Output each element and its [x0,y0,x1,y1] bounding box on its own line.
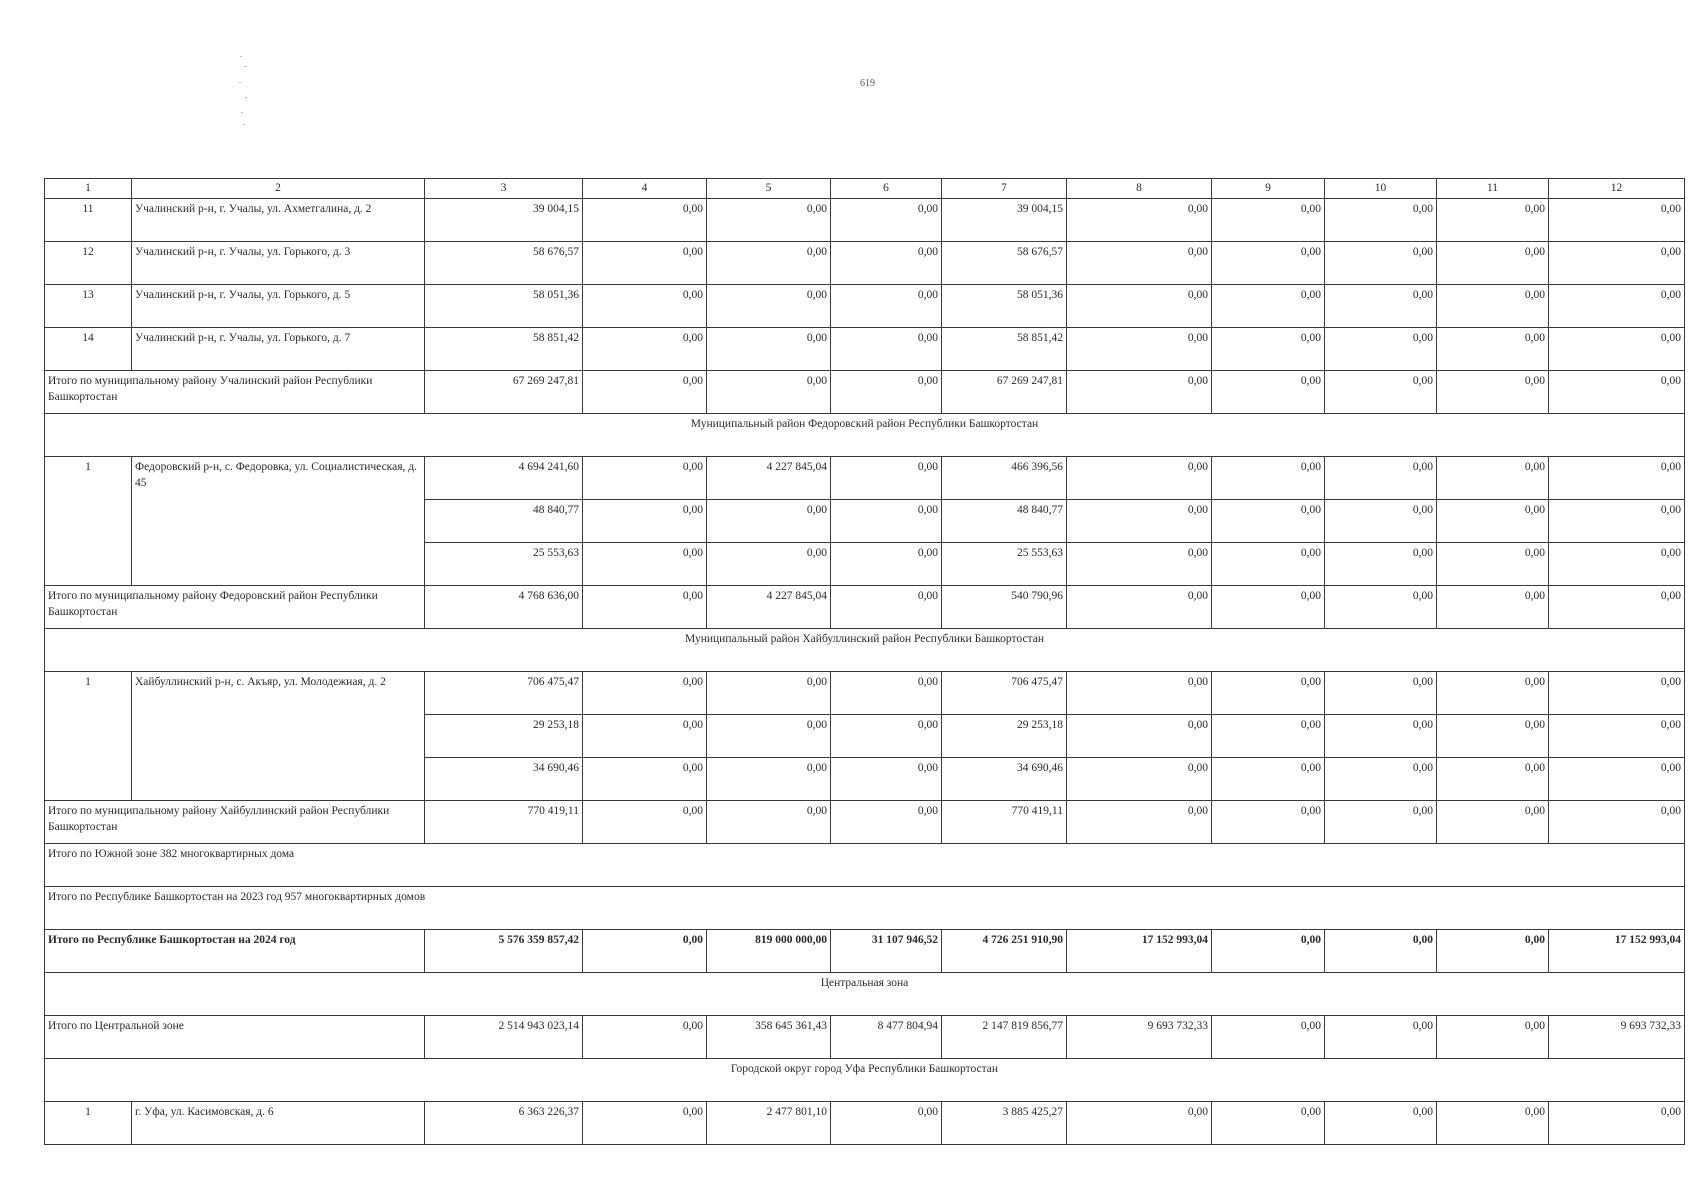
value-cell-col-6: 0,00 [831,1102,942,1145]
value-cell-col-3: 58 851,42 [425,328,583,371]
value-cell-col-8: 0,00 [1067,199,1212,242]
value-cell-col-7: 4 726 251 910,90 [942,930,1067,973]
total-row [45,371,1685,414]
value-cell-col-7: 540 790,96 [942,586,1067,629]
value-cell-col-10: 0,00 [1325,1016,1437,1059]
total-row [45,586,1685,629]
value-cell-col-6: 0,00 [831,758,942,801]
value-cell-col-12: 0,00 [1549,500,1685,543]
value-cell-col-9: 0,00 [1212,801,1325,844]
value-cell-col-5: 0,00 [707,672,831,715]
value-cell-col-5: 819 000 000,00 [707,930,831,973]
value-cell-col-8: 0,00 [1067,1102,1212,1145]
address-cell: Учалинский р-н, г. Учалы, ул. Горького, д. 3 [132,242,425,285]
value-cell-col-10: 0,00 [1325,930,1437,973]
value-cell-col-4: 0,00 [583,242,707,285]
column-header-8: 8 [1067,179,1212,199]
column-header-7: 7 [942,179,1067,199]
value-cell-col-10: 0,00 [1325,758,1437,801]
value-cell-col-5: 0,00 [707,758,831,801]
value-cell-col-5: 0,00 [707,715,831,758]
column-header-10: 10 [1325,179,1437,199]
value-cell-col-6: 0,00 [831,457,942,500]
value-cell-col-8: 9 693 732,33 [1067,1016,1212,1059]
value-cell-col-11: 0,00 [1437,672,1549,715]
value-cell-col-6: 0,00 [831,543,942,586]
address-cell: г. Уфа, ул. Касимовская, д. 6 [132,1102,425,1145]
scan-specks [238,52,258,142]
value-cell-col-8: 0,00 [1067,328,1212,371]
value-cell-col-6: 0,00 [831,715,942,758]
value-cell-col-3: 58 051,36 [425,285,583,328]
budget-table [44,178,1685,1145]
column-header-9: 9 [1212,179,1325,199]
value-cell-col-11: 0,00 [1437,543,1549,586]
value-cell-col-8: 17 152 993,04 [1067,930,1212,973]
column-header-2: 2 [132,179,425,199]
total-label: Итого по Центральной зоне [45,1016,425,1059]
value-cell-col-7: 58 851,42 [942,328,1067,371]
value-cell-col-4: 0,00 [583,371,707,414]
address-cell: Учалинский р-н, г. Учалы, ул. Ахметгалина, д. 2 [132,199,425,242]
value-cell-col-7: 706 475,47 [942,672,1067,715]
value-cell-col-10: 0,00 [1325,285,1437,328]
value-cell-col-4: 0,00 [583,715,707,758]
value-cell-col-9: 0,00 [1212,930,1325,973]
value-cell-col-8: 0,00 [1067,500,1212,543]
value-cell-col-7: 48 840,77 [942,500,1067,543]
value-cell-col-8: 0,00 [1067,543,1212,586]
table-row [45,328,1685,371]
value-cell-col-11: 0,00 [1437,1016,1549,1059]
summary-note-row [45,887,1685,930]
total-label: Итого по муниципальному району Хайбуллинский район Республики Башкортостан [45,801,425,844]
value-cell-col-10: 0,00 [1325,1102,1437,1145]
section-title: Муниципальный район Хайбуллинский район Республики Башкортостан [45,629,1685,672]
value-cell-col-10: 0,00 [1325,371,1437,414]
value-cell-col-4: 0,00 [583,1016,707,1059]
value-cell-col-12: 0,00 [1549,715,1685,758]
value-cell-col-3: 2 514 943 023,14 [425,1016,583,1059]
value-cell-col-7: 466 396,56 [942,457,1067,500]
address-cell: Учалинский р-н, г. Учалы, ул. Горького, д. 5 [132,285,425,328]
value-cell-col-11: 0,00 [1437,500,1549,543]
value-cell-col-12: 0,00 [1549,1102,1685,1145]
value-cell-col-3: 770 419,11 [425,801,583,844]
value-cell-col-12: 0,00 [1549,586,1685,629]
value-cell-col-9: 0,00 [1212,1102,1325,1145]
value-cell-col-3: 4 694 241,60 [425,457,583,500]
address-cell: Федоровский р-н, с. Федоровка, ул. Социалистическая, д. 45 [132,457,425,586]
value-cell-col-11: 0,00 [1437,1102,1549,1145]
value-cell-col-5: 358 645 361,43 [707,1016,831,1059]
value-cell-col-11: 0,00 [1437,715,1549,758]
value-cell-col-4: 0,00 [583,586,707,629]
value-cell-col-9: 0,00 [1212,371,1325,414]
value-cell-col-10: 0,00 [1325,457,1437,500]
column-header-5: 5 [707,179,831,199]
value-cell-col-9: 0,00 [1212,715,1325,758]
value-cell-col-9: 0,00 [1212,285,1325,328]
value-cell-col-10: 0,00 [1325,543,1437,586]
value-cell-col-3: 5 576 359 857,42 [425,930,583,973]
value-cell-col-12: 0,00 [1549,242,1685,285]
value-cell-col-3: 29 253,18 [425,715,583,758]
value-cell-col-6: 0,00 [831,285,942,328]
section-row [45,414,1685,457]
section-title: Центральная зона [45,973,1685,1016]
value-cell-col-10: 0,00 [1325,328,1437,371]
value-cell-col-6: 31 107 946,52 [831,930,942,973]
value-cell-col-5: 0,00 [707,801,831,844]
address-cell: Учалинский р-н, г. Учалы, ул. Горького, д. 7 [132,328,425,371]
value-cell-col-6: 8 477 804,94 [831,1016,942,1059]
value-cell-col-4: 0,00 [583,672,707,715]
value-cell-col-9: 0,00 [1212,586,1325,629]
value-cell-col-3: 706 475,47 [425,672,583,715]
value-cell-col-10: 0,00 [1325,586,1437,629]
value-cell-col-8: 0,00 [1067,672,1212,715]
value-cell-col-3: 58 676,57 [425,242,583,285]
section-title: Городской округ город Уфа Республики Башкортостан [45,1059,1685,1102]
value-cell-col-11: 0,00 [1437,801,1549,844]
value-cell-col-11: 0,00 [1437,758,1549,801]
section-title: Муниципальный район Федоровский район Республики Башкортостан [45,414,1685,457]
value-cell-col-9: 0,00 [1212,1016,1325,1059]
value-cell-col-4: 0,00 [583,543,707,586]
value-cell-col-12: 0,00 [1549,371,1685,414]
value-cell-col-10: 0,00 [1325,199,1437,242]
value-cell-col-6: 0,00 [831,586,942,629]
value-cell-col-7: 770 419,11 [942,801,1067,844]
total-label: Итого по Республике Башкортостан на 2024 год [45,930,425,973]
summary-note: Итого по Южной зоне 382 многоквартирных дома [45,844,1685,887]
total-label: Итого по муниципальному району Федоровский район Республики Башкортостан [45,586,425,629]
row-number: 1 [45,457,132,586]
value-cell-col-3: 34 690,46 [425,758,583,801]
table-row [45,672,1685,715]
total-row [45,930,1685,973]
row-number: 11 [45,199,132,242]
value-cell-col-8: 0,00 [1067,242,1212,285]
value-cell-col-7: 67 269 247,81 [942,371,1067,414]
total-label: Итого по муниципальному району Учалинский район Республики Башкортостан [45,371,425,414]
value-cell-col-12: 0,00 [1549,543,1685,586]
value-cell-col-9: 0,00 [1212,457,1325,500]
value-cell-col-7: 3 885 425,27 [942,1102,1067,1145]
value-cell-col-7: 25 553,63 [942,543,1067,586]
value-cell-col-4: 0,00 [583,199,707,242]
value-cell-col-9: 0,00 [1212,758,1325,801]
value-cell-col-6: 0,00 [831,801,942,844]
section-row [45,1059,1685,1102]
value-cell-col-11: 0,00 [1437,328,1549,371]
column-number-header [45,179,1685,199]
value-cell-col-8: 0,00 [1067,371,1212,414]
value-cell-col-12: 0,00 [1549,328,1685,371]
value-cell-col-10: 0,00 [1325,672,1437,715]
value-cell-col-7: 34 690,46 [942,758,1067,801]
value-cell-col-4: 0,00 [583,500,707,543]
value-cell-col-9: 0,00 [1212,199,1325,242]
summary-note-row [45,844,1685,887]
value-cell-col-10: 0,00 [1325,242,1437,285]
value-cell-col-5: 0,00 [707,543,831,586]
value-cell-col-4: 0,00 [583,930,707,973]
value-cell-col-3: 39 004,15 [425,199,583,242]
value-cell-col-12: 0,00 [1549,672,1685,715]
value-cell-col-6: 0,00 [831,672,942,715]
value-cell-col-7: 39 004,15 [942,199,1067,242]
value-cell-col-9: 0,00 [1212,328,1325,371]
value-cell-col-8: 0,00 [1067,586,1212,629]
table-row [45,457,1685,500]
value-cell-col-4: 0,00 [583,328,707,371]
value-cell-col-10: 0,00 [1325,500,1437,543]
value-cell-col-12: 9 693 732,33 [1549,1016,1685,1059]
column-header-4: 4 [583,179,707,199]
value-cell-col-11: 0,00 [1437,457,1549,500]
total-row [45,1016,1685,1059]
section-row [45,973,1685,1016]
value-cell-col-5: 0,00 [707,199,831,242]
value-cell-col-9: 0,00 [1212,242,1325,285]
value-cell-col-5: 0,00 [707,328,831,371]
value-cell-col-6: 0,00 [831,328,942,371]
value-cell-col-6: 0,00 [831,500,942,543]
value-cell-col-11: 0,00 [1437,285,1549,328]
value-cell-col-5: 2 477 801,10 [707,1102,831,1145]
value-cell-col-7: 58 676,57 [942,242,1067,285]
value-cell-col-7: 29 253,18 [942,715,1067,758]
row-number: 14 [45,328,132,371]
value-cell-col-3: 48 840,77 [425,500,583,543]
value-cell-col-3: 4 768 636,00 [425,586,583,629]
value-cell-col-4: 0,00 [583,758,707,801]
summary-note: Итого по Республике Башкортостан на 2023 год 957 многоквартирных домов [45,887,1685,930]
row-number: 13 [45,285,132,328]
value-cell-col-3: 6 363 226,37 [425,1102,583,1145]
value-cell-col-12: 17 152 993,04 [1549,930,1685,973]
value-cell-col-11: 0,00 [1437,242,1549,285]
value-cell-col-8: 0,00 [1067,758,1212,801]
value-cell-col-4: 0,00 [583,1102,707,1145]
value-cell-col-5: 0,00 [707,285,831,328]
value-cell-col-12: 0,00 [1549,758,1685,801]
value-cell-col-6: 0,00 [831,199,942,242]
value-cell-col-4: 0,00 [583,801,707,844]
value-cell-col-8: 0,00 [1067,457,1212,500]
value-cell-col-3: 25 553,63 [425,543,583,586]
value-cell-col-6: 0,00 [831,242,942,285]
row-number: 12 [45,242,132,285]
value-cell-col-10: 0,00 [1325,715,1437,758]
value-cell-col-11: 0,00 [1437,586,1549,629]
value-cell-col-9: 0,00 [1212,543,1325,586]
value-cell-col-5: 0,00 [707,500,831,543]
value-cell-col-6: 0,00 [831,371,942,414]
table-row [45,1102,1685,1145]
row-number: 1 [45,672,132,801]
value-cell-col-11: 0,00 [1437,371,1549,414]
column-header-6: 6 [831,179,942,199]
address-cell: Хайбуллинский р-н, с. Акъяр, ул. Молодежная, д. 2 [132,672,425,801]
value-cell-col-8: 0,00 [1067,285,1212,328]
value-cell-col-12: 0,00 [1549,199,1685,242]
table-body [45,179,1685,1145]
value-cell-col-9: 0,00 [1212,500,1325,543]
table-row [45,199,1685,242]
value-cell-col-4: 0,00 [583,285,707,328]
value-cell-col-5: 4 227 845,04 [707,586,831,629]
total-row [45,801,1685,844]
value-cell-col-12: 0,00 [1549,457,1685,500]
value-cell-col-8: 0,00 [1067,801,1212,844]
value-cell-col-3: 67 269 247,81 [425,371,583,414]
row-number: 1 [45,1102,132,1145]
value-cell-col-5: 4 227 845,04 [707,457,831,500]
page-number: 619 [860,78,875,89]
value-cell-col-4: 0,00 [583,457,707,500]
value-cell-col-5: 0,00 [707,371,831,414]
value-cell-col-8: 0,00 [1067,715,1212,758]
column-header-1: 1 [45,179,132,199]
value-cell-col-7: 2 147 819 856,77 [942,1016,1067,1059]
value-cell-col-11: 0,00 [1437,930,1549,973]
column-header-12: 12 [1549,179,1685,199]
table-row [45,285,1685,328]
section-row [45,629,1685,672]
value-cell-col-10: 0,00 [1325,801,1437,844]
value-cell-col-5: 0,00 [707,242,831,285]
value-cell-col-12: 0,00 [1549,801,1685,844]
value-cell-col-7: 58 051,36 [942,285,1067,328]
value-cell-col-9: 0,00 [1212,672,1325,715]
value-cell-col-12: 0,00 [1549,285,1685,328]
value-cell-col-11: 0,00 [1437,199,1549,242]
table-row [45,242,1685,285]
column-header-11: 11 [1437,179,1549,199]
column-header-3: 3 [425,179,583,199]
